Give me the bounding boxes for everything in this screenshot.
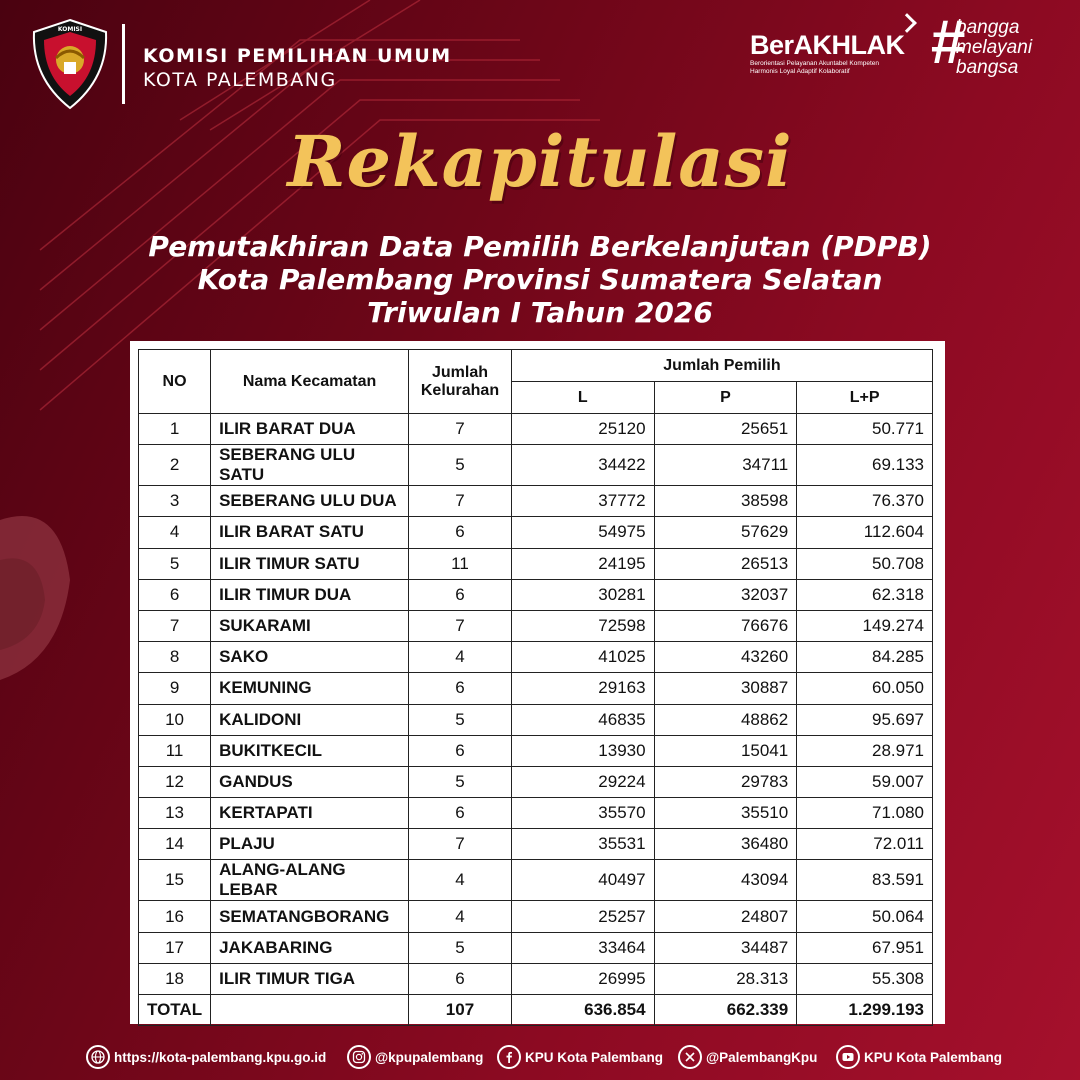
berakhlak-sub-line2: Harmonis Loyal Adaptif Kolaboratif xyxy=(750,68,850,75)
cell-kelurahan: 7 xyxy=(409,414,512,445)
header-lp: L+P xyxy=(797,382,933,414)
cell-l: 54975 xyxy=(511,517,654,548)
cell-no: 4 xyxy=(139,517,211,548)
cell-lp: 50.771 xyxy=(797,414,933,445)
cell-no: 9 xyxy=(139,673,211,704)
cell-kecamatan: SEBERANG ULU SATU xyxy=(211,445,409,486)
cell-p: 76676 xyxy=(654,610,797,641)
footer-x-text: @PalembangKpu xyxy=(706,1049,818,1065)
x-icon xyxy=(678,1045,702,1069)
page-title: Rekapitulasi xyxy=(287,120,793,203)
table-row xyxy=(139,932,933,963)
cell-lp: 149.274 xyxy=(797,610,933,641)
cell-kelurahan: 5 xyxy=(409,766,512,797)
table-row xyxy=(139,901,933,932)
cell-p: 28.313 xyxy=(654,963,797,994)
cell-total-kelurahan: 107 xyxy=(409,995,512,1026)
table-row xyxy=(139,735,933,766)
cell-l: 29163 xyxy=(511,673,654,704)
cell-p: 15041 xyxy=(654,735,797,766)
cell-kecamatan: SEMATANGBORANG xyxy=(211,901,409,932)
cell-p: 43260 xyxy=(654,642,797,673)
cell-p: 35510 xyxy=(654,798,797,829)
cell-lp: 67.951 xyxy=(797,932,933,963)
header-divider xyxy=(122,24,125,104)
table-row xyxy=(139,798,933,829)
table-row xyxy=(139,673,933,704)
cell-l: 72598 xyxy=(511,610,654,641)
cell-l: 25120 xyxy=(511,414,654,445)
berakhlak-logo xyxy=(748,14,913,84)
header-jumlah-pemilih: Jumlah Pemilih xyxy=(511,350,932,382)
footer-facebook-text: KPU Kota Palembang xyxy=(525,1049,664,1065)
cell-kelurahan: 6 xyxy=(409,579,512,610)
cell-no: 18 xyxy=(139,963,211,994)
cell-l: 24195 xyxy=(511,548,654,579)
cell-lp: 69.133 xyxy=(797,445,933,486)
cell-kecamatan: ILIR BARAT SATU xyxy=(211,517,409,548)
cell-l: 41025 xyxy=(511,642,654,673)
table-body xyxy=(139,414,933,1026)
cell-no: 16 xyxy=(139,901,211,932)
cell-lp: 60.050 xyxy=(797,673,933,704)
cell-l: 46835 xyxy=(511,704,654,735)
cell-total-l: 636.854 xyxy=(511,995,654,1026)
table-row xyxy=(139,548,933,579)
cell-lp: 28.971 xyxy=(797,735,933,766)
cell-no: 3 xyxy=(139,486,211,517)
footer-youtube[interactable] xyxy=(836,1044,1002,1070)
table-row xyxy=(139,517,933,548)
cell-kecamatan: KALIDONI xyxy=(211,704,409,735)
cell-kecamatan: ILIR TIMUR SATU xyxy=(211,548,409,579)
cell-no: 10 xyxy=(139,704,211,735)
cell-kecamatan: KERTAPATI xyxy=(211,798,409,829)
cell-kecamatan: SAKO xyxy=(211,642,409,673)
cell-kelurahan: 7 xyxy=(409,610,512,641)
table-total-row xyxy=(139,995,933,1026)
cell-no: 6 xyxy=(139,579,211,610)
cell-l: 26995 xyxy=(511,963,654,994)
cell-kelurahan: 5 xyxy=(409,445,512,486)
header-no: NO xyxy=(139,350,211,414)
org-name-line1: KOMISI PEMILIHAN UMUM xyxy=(143,45,452,67)
cell-l: 29224 xyxy=(511,766,654,797)
cell-p: 32037 xyxy=(654,579,797,610)
bangga-line1: bangga xyxy=(956,17,1020,38)
footer-youtube-text: KPU Kota Palembang xyxy=(864,1049,1003,1065)
bangga-melayani-bangsa-logo xyxy=(930,8,1070,78)
table-row xyxy=(139,445,933,486)
cell-kelurahan: 6 xyxy=(409,517,512,548)
cell-kelurahan: 6 xyxy=(409,673,512,704)
table-row xyxy=(139,860,933,901)
voter-recap-table xyxy=(138,349,933,1026)
header-kelurahan: Jumlah Kelurahan xyxy=(409,350,512,414)
cell-kecamatan: ILIR TIMUR DUA xyxy=(211,579,409,610)
cell-no: 15 xyxy=(139,860,211,901)
berakhlak-sub-line1: Berorientasi Pelayanan Akuntabel Kompeten xyxy=(750,60,880,67)
cell-no: 7 xyxy=(139,610,211,641)
cell-kecamatan: ILIR BARAT DUA xyxy=(211,414,409,445)
footer-website-text: https://kota-palembang.kpu.go.id xyxy=(114,1049,327,1065)
cell-kecamatan: PLAJU xyxy=(211,829,409,860)
org-name-line2: KOTA PALEMBANG xyxy=(143,69,337,91)
cell-kelurahan: 4 xyxy=(409,901,512,932)
cell-l: 25257 xyxy=(511,901,654,932)
cell-l: 34422 xyxy=(511,445,654,486)
cell-lp: 72.011 xyxy=(797,829,933,860)
cell-no: 17 xyxy=(139,932,211,963)
cell-no: 12 xyxy=(139,766,211,797)
facebook-icon xyxy=(497,1045,521,1069)
cell-l: 33464 xyxy=(511,932,654,963)
footer-website[interactable] xyxy=(86,1044,326,1070)
cell-kelurahan: 6 xyxy=(409,963,512,994)
cell-kelurahan: 11 xyxy=(409,548,512,579)
cell-total-lp: 1.299.193 xyxy=(797,995,933,1026)
cell-lp: 50.064 xyxy=(797,901,933,932)
cell-p: 34711 xyxy=(654,445,797,486)
footer-x[interactable] xyxy=(678,1044,817,1070)
cell-p: 30887 xyxy=(654,673,797,704)
table-row xyxy=(139,610,933,641)
cell-kecamatan: GANDUS xyxy=(211,766,409,797)
cell-kelurahan: 7 xyxy=(409,829,512,860)
subtitle-line3: Triwulan I Tahun 2026 xyxy=(367,296,713,329)
cell-kelurahan: 7 xyxy=(409,486,512,517)
svg-text:KOMISI: KOMISI xyxy=(57,26,83,33)
cell-p: 29783 xyxy=(654,766,797,797)
cell-kecamatan: SUKARAMI xyxy=(211,610,409,641)
cell-lp: 62.318 xyxy=(797,579,933,610)
kpu-logo xyxy=(30,18,110,110)
cell-lp: 50.708 xyxy=(797,548,933,579)
berakhlak-title: BerAKHLAK xyxy=(750,30,905,60)
cell-no: 5 xyxy=(139,548,211,579)
cell-l: 35531 xyxy=(511,829,654,860)
cell-kelurahan: 6 xyxy=(409,735,512,766)
cell-lp: 83.591 xyxy=(797,860,933,901)
cell-no: 14 xyxy=(139,829,211,860)
organization-name xyxy=(143,44,452,92)
cell-no: 13 xyxy=(139,798,211,829)
cell-kelurahan: 5 xyxy=(409,932,512,963)
cell-kelurahan: 4 xyxy=(409,642,512,673)
cell-total-label: TOTAL xyxy=(139,995,211,1026)
table-row xyxy=(139,766,933,797)
table-row xyxy=(139,414,933,445)
cell-p: 43094 xyxy=(654,860,797,901)
table-row xyxy=(139,486,933,517)
cell-l: 35570 xyxy=(511,798,654,829)
cell-kelurahan: 4 xyxy=(409,860,512,901)
cell-kecamatan: JAKABARING xyxy=(211,932,409,963)
cell-l: 40497 xyxy=(511,860,654,901)
cell-lp: 55.308 xyxy=(797,963,933,994)
cell-kecamatan: SEBERANG ULU DUA xyxy=(211,486,409,517)
page-subtitle xyxy=(0,230,1080,329)
berakhlak-subtitle xyxy=(750,60,920,76)
cell-total-empty xyxy=(211,995,409,1026)
cell-kecamatan: ALANG-ALANG LEBAR xyxy=(211,860,409,901)
cell-total-p: 662.339 xyxy=(654,995,797,1026)
cell-kecamatan: BUKITKECIL xyxy=(211,735,409,766)
table-row xyxy=(139,963,933,994)
globe-icon xyxy=(86,1045,110,1069)
footer-instagram-text: @kpupalembang xyxy=(375,1049,484,1065)
footer-facebook[interactable] xyxy=(497,1044,663,1070)
cell-kecamatan: KEMUNING xyxy=(211,673,409,704)
cell-lp: 71.080 xyxy=(797,798,933,829)
cell-p: 26513 xyxy=(654,548,797,579)
cell-l: 37772 xyxy=(511,486,654,517)
cell-lp: 59.007 xyxy=(797,766,933,797)
header-p: P xyxy=(654,382,797,414)
bangga-line3: bangsa xyxy=(956,57,1019,78)
header-l: L xyxy=(511,382,654,414)
cell-kecamatan: ILIR TIMUR TIGA xyxy=(211,963,409,994)
cell-p: 34487 xyxy=(654,932,797,963)
cell-kelurahan: 5 xyxy=(409,704,512,735)
table-row xyxy=(139,829,933,860)
table-row xyxy=(139,642,933,673)
subtitle-line1: Pemutakhiran Data Pemilih Berkelanjutan (PDPB) xyxy=(148,230,932,263)
instagram-icon xyxy=(347,1045,371,1069)
footer xyxy=(0,1040,1080,1074)
cell-lp: 84.285 xyxy=(797,642,933,673)
cell-p: 38598 xyxy=(654,486,797,517)
table-card xyxy=(130,341,945,1024)
cell-l: 30281 xyxy=(511,579,654,610)
cell-no: 2 xyxy=(139,445,211,486)
bangga-text xyxy=(956,18,1032,78)
footer-instagram[interactable] xyxy=(347,1044,483,1070)
cell-p: 57629 xyxy=(654,517,797,548)
hashtag-icon: # xyxy=(930,8,965,77)
cell-l: 13930 xyxy=(511,735,654,766)
youtube-icon xyxy=(836,1045,860,1069)
cell-p: 48862 xyxy=(654,704,797,735)
cell-lp: 112.604 xyxy=(797,517,933,548)
cell-no: 8 xyxy=(139,642,211,673)
header-kecamatan: Nama Kecamatan xyxy=(211,350,409,414)
cell-p: 36480 xyxy=(654,829,797,860)
cell-lp: 95.697 xyxy=(797,704,933,735)
cell-no: 11 xyxy=(139,735,211,766)
table-row xyxy=(139,579,933,610)
table-row xyxy=(139,704,933,735)
subtitle-line2: Kota Palembang Provinsi Sumatera Selatan xyxy=(197,263,883,296)
cell-no: 1 xyxy=(139,414,211,445)
cell-p: 24807 xyxy=(654,901,797,932)
bangga-line2: melayani xyxy=(956,37,1033,58)
cell-kelurahan: 6 xyxy=(409,798,512,829)
cell-p: 25651 xyxy=(654,414,797,445)
cell-lp: 76.370 xyxy=(797,486,933,517)
